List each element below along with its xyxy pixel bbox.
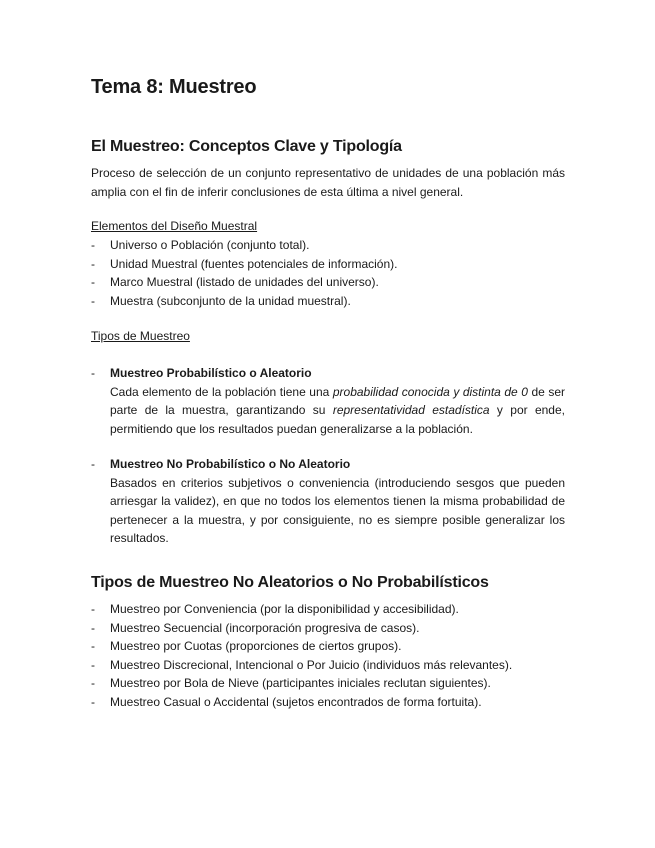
type-title: - Muestreo Probabilístico o Aleatorio (91, 366, 312, 380)
elements-heading: Elementos del Diseño Muestral (91, 219, 258, 233)
type-title: - Muestreo No Probabilístico o No Aleatorio (91, 457, 351, 471)
list-item: - Muestreo Discrecional, Intencional o Por Juicio (individuos más relevantes). (91, 657, 513, 672)
type-description: Cada elemento de la población tiene una probabilidad conocida y distinta de 0 de ser parte de la muestra, garantizando su representatividad estadística y por ende, permitiendo que los resultados puedan generalizarse a la población. (110, 384, 566, 436)
list-item: - Muestreo por Cuotas (proporciones de ciertos grupos). (91, 639, 402, 653)
list-item: - Muestreo Secuencial (incorporación progresiva de casos). (91, 620, 420, 635)
non-probabilistic-list (91, 600, 565, 711)
section-heading-muestreo: El Muestreo: Conceptos Clave y Tipología (91, 138, 402, 155)
list-item: - Muestra (subconjunto de la unidad muestral). (91, 293, 351, 308)
list-item: - Muestreo Casual o Accidental (sujetos encontrados de forma fortuita). (91, 694, 482, 709)
elements-list (91, 236, 565, 310)
types-heading: Tipos de Muestreo (91, 329, 190, 343)
list-item: - Muestreo por Conveniencia (por la disponibilidad y accesibilidad). (91, 602, 459, 616)
type-description: Basados en criterios subjetivos o conveniencia (introduciendo sesgos que pueden arriesgar la validez), en que no todos los elementos tienen la misma probabilidad de pertenecer a la muestra, y por consiguiente, no es siempre posible generalizar los resultados. (110, 475, 565, 545)
section-heading-no-probabilisticos: Tipos de Muestreo No Aleatorios o No Probabilísticos (91, 574, 489, 591)
list-item: - Unidad Muestral (fuentes potenciales de información). (91, 256, 398, 271)
type-probabilistic (91, 364, 565, 438)
intro-paragraph: Proceso de selección de un conjunto representativo de unidades de una población más amplia con el fin de inferir conclusiones de esta última a nivel general. (91, 166, 565, 199)
list-item: - Marco Muestral (listado de unidades del universo). (91, 275, 379, 289)
list-item: - Universo o Población (conjunto total). (91, 238, 310, 252)
type-non-probabilistic (91, 455, 565, 548)
page-title: Tema 8: Muestreo (91, 76, 257, 98)
list-item: - Muestreo por Bola de Nieve (participantes iniciales reclutan siguientes). (91, 676, 491, 690)
